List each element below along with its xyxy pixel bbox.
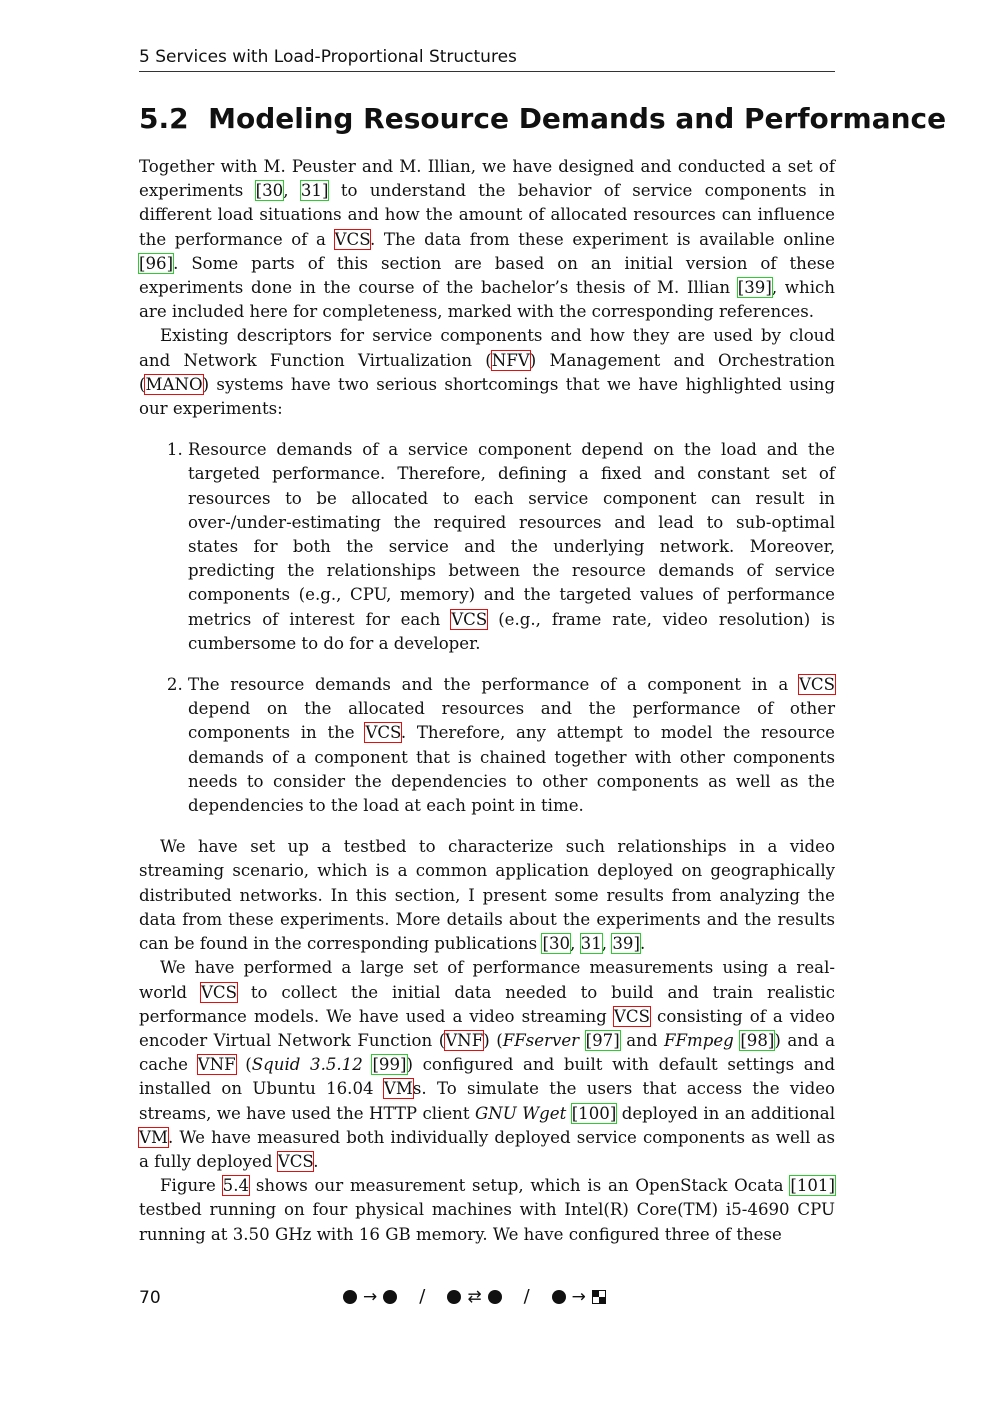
software-name: FFserver (502, 1030, 580, 1050)
paragraph-4: We have performed a large set of performance measurements using a real-world VCS to collect the initial data needed to build and train realistic performance models. We have used a video streaming VCS consisting of a video encoder Virtual Network Function (VNF) (FFserver [97] and FFmpeg [98]) and a cache VNF (Squid 3.5.12 [99]) configured and built with default settings and installed on Ubuntu 16.04 VMs. To simulate the users that access the video streams, we have used the HTTP client GNU Wget [100] deployed in an additional VM. We have measured both individually deployed service components as well as a fully deployed VCS. (139, 958, 836, 1171)
software-name: FFmpeg (663, 1030, 734, 1050)
dot-icon (447, 1290, 461, 1304)
acronym-link-vcs[interactable]: VCS (613, 1006, 650, 1026)
citation-link[interactable]: [99] (372, 1055, 407, 1075)
separator-slash: / (523, 1286, 530, 1307)
citation-link[interactable]: [30 (255, 181, 284, 201)
right-arrow-icon: → (571, 1286, 586, 1307)
figure-reference-link[interactable]: 5.4 (222, 1176, 250, 1196)
separator-slash: / (419, 1286, 426, 1307)
citation-link[interactable]: [100] (571, 1103, 617, 1123)
section-title-text: Modeling Resource Demands and Performance (208, 102, 947, 135)
right-arrow-icon: → (363, 1286, 378, 1307)
citation-link[interactable]: [97] (585, 1030, 620, 1050)
citation-link[interactable]: [96] (139, 253, 174, 273)
dot-icon (383, 1290, 397, 1304)
acronym-link-vcs[interactable]: VCS (200, 982, 237, 1002)
page-footer (139, 1286, 835, 1312)
acronym-link-vnf[interactable]: VNF (445, 1030, 484, 1050)
paragraph-1: Together with M. Peuster and M. Illian, we have designed and conducted a set of experiments [30, 31] to understand the behavior of service components in different load situations and how the amount of allocated resources can influence the performance of a VCS. The data from these experiment is available online [96]. Some parts of this section are based on an initial version of these experiments done in the course of the bachelor’s thesis of M. Illian [39], which are included here for completeness, marked with the corresponding references. (139, 157, 836, 322)
acronym-link-vm[interactable]: VM (383, 1079, 413, 1099)
list-item: 1. Resource demands of a service component depend on the load and the targeted performance. Therefore, defining a fixed and constant set of resources to be allocated to each service component can result in over-/under-estimating the required resources and lead to sub-optimal states for both the service and the underlying network. Moreover, predicting the relationships between the resource demands of service components (e.g., CPU, memory) and the targeted values of performance metrics of interest for each VCS (e.g., frame rate, video resolution) is cumbersome to do for a developer. (188, 438, 835, 656)
section-number: 5.2 (139, 102, 189, 135)
acronym-link-vm[interactable]: VM (139, 1127, 168, 1147)
acronym-link-vcs[interactable]: VCS (334, 229, 371, 249)
checker-square-icon (592, 1290, 606, 1304)
acronym-link-vcs[interactable]: VCS (277, 1151, 314, 1171)
exchange-arrows-icon: ⇄ (467, 1286, 482, 1307)
body-text (139, 155, 835, 1247)
running-header: 5 Services with Load-Proportional Structures (139, 47, 835, 72)
enumerated-list (139, 438, 835, 818)
acronym-link-nfv[interactable]: NFV (491, 350, 530, 370)
navigation-symbols (343, 1286, 606, 1307)
paragraph-5: Figure 5.4 shows our measurement setup, which is an OpenStack Ocata [101] testbed running on four physical machines with Intel(R) Core(TM) i5-4690 CPU running at 3.50 GHz with 16 GB memory. We have configured three of these (139, 1176, 835, 1244)
acronym-link-vcs[interactable]: VCS (451, 609, 488, 629)
dot-icon (552, 1290, 566, 1304)
citation-link[interactable]: [98] (740, 1030, 775, 1050)
citation-link[interactable]: 39] (612, 934, 640, 954)
citation-link[interactable]: [101] (790, 1176, 835, 1196)
page-number: 70 (139, 1288, 161, 1308)
acronym-link-vnf[interactable]: VNF (197, 1055, 236, 1075)
software-name: Squid 3.5.12 (251, 1055, 363, 1075)
citation-link[interactable]: 31] (300, 181, 329, 201)
list-item: 2. The resource demands and the performance of a component in a VCS depend on the allocated resources and the performance of other components in the VCS. Therefore, any attempt to model the resource demands of a component that is chained together with other components needs to consider the dependencies to other components as well as the dependencies to the load at each point in time. (188, 673, 835, 818)
dot-icon (343, 1290, 357, 1304)
acronym-link-mano[interactable]: MANO (145, 374, 203, 394)
citation-link[interactable]: [30 (542, 934, 571, 954)
acronym-link-vcs[interactable]: VCS (365, 723, 401, 743)
paragraph-3: We have set up a testbed to characterize such relationships in a video streaming scenario, which is a common application deployed on geographically distributed networks. In this section, I present some results from analyzing the data from these experiments. More details about the experiments and the results can be found in the corresponding publications [30, 31, 39]. (139, 837, 835, 954)
paragraph-2: Existing descriptors for service components and how they are used by cloud and Network Function Virtualization (NFV) Management and Orchestration (MANO) systems have two serious shortcomings that we have highlighted using our experiments: (139, 326, 835, 419)
section-title (139, 100, 947, 138)
acronym-link-vcs[interactable]: VCS (798, 675, 835, 695)
citation-link[interactable]: [39] (737, 278, 772, 298)
citation-link[interactable]: 31 (580, 934, 602, 954)
dot-icon (488, 1290, 502, 1304)
software-name: GNU Wget (474, 1103, 567, 1123)
